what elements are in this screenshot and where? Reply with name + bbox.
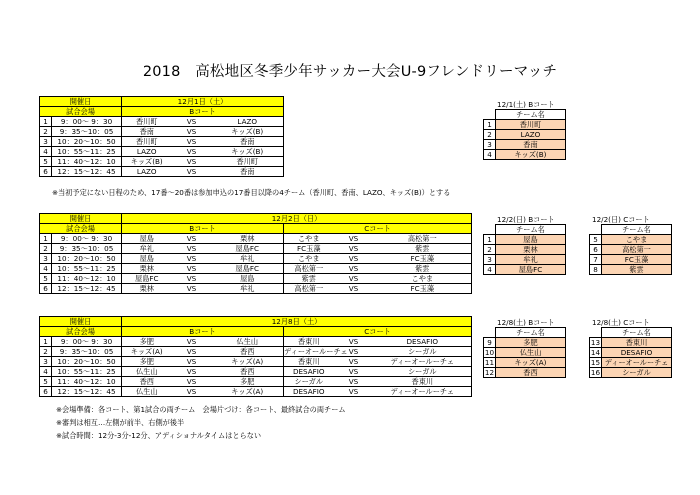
match-time: 9：00～ 9：30 (52, 234, 122, 244)
team-name-header: チーム名 (602, 328, 672, 338)
b-away-team: 仏生山 (212, 337, 284, 347)
team-row (590, 358, 672, 368)
b-home-team: キッズ(A) (122, 347, 172, 357)
b-vs: VS (172, 264, 212, 274)
table-row (40, 234, 472, 244)
table-row (40, 274, 472, 284)
c-away-team: 高松第一 (374, 234, 472, 244)
match-number: 2 (40, 244, 52, 254)
c-vs: VS (334, 387, 374, 397)
match-time: 9：35～10：05 (52, 127, 122, 137)
match-number: 1 (40, 117, 52, 127)
b-home-team: 香西 (122, 377, 172, 387)
team-row (484, 338, 566, 348)
b-home-team: 多肥 (122, 337, 172, 347)
team-name: 多肥 (496, 338, 566, 348)
team-row (484, 358, 566, 368)
b-home-team: キッズ(B) (122, 157, 172, 167)
team-name: 仏生山 (496, 348, 566, 358)
team-number: 1 (484, 120, 496, 130)
table-row (40, 167, 284, 177)
c-vs: VS (334, 274, 374, 284)
b-home-team: 香南 (122, 127, 172, 137)
day1-date: 12月1日（土） (122, 97, 284, 107)
b-home-team: 多肥 (122, 357, 172, 367)
b-home-team: 屋島FC (122, 274, 172, 284)
table-row (40, 387, 472, 397)
team-number: 1 (484, 235, 496, 245)
b-away-team: 屋島FC (212, 244, 284, 254)
b-vs: VS (172, 274, 212, 284)
match-number: 6 (40, 284, 52, 294)
note-1: ※会場準備：各コート、第1試合の両チーム 会場片づけ：各コート、最終試合の両チーム (56, 405, 346, 414)
team-name: LAZO (496, 130, 566, 140)
b-home-team: 仏生山 (122, 367, 172, 377)
day2-court-b-header: Bコート (122, 224, 284, 234)
team-number: 2 (484, 130, 496, 140)
team-row (484, 368, 566, 378)
match-time: 9：00～ 9：30 (52, 117, 122, 127)
table-row (40, 137, 284, 147)
b-away-team: 屋島 (212, 274, 284, 284)
team-name: 紫雲 (602, 265, 672, 275)
match-time: 10：20～10：50 (52, 137, 122, 147)
match-number: 6 (40, 167, 52, 177)
b-vs: VS (172, 244, 212, 254)
match-number: 5 (40, 157, 52, 167)
c-away-team: FC玉藻 (374, 284, 472, 294)
day1-b-teams (483, 109, 566, 160)
c-vs: VS (334, 244, 374, 254)
b-vs: VS (172, 357, 212, 367)
team-row (590, 368, 672, 378)
b-away-team: 香西 (212, 367, 284, 377)
team-name: キッズ(A) (496, 358, 566, 368)
c-home-team: シーガル (284, 377, 334, 387)
team-number: 3 (484, 140, 496, 150)
team-name-header: チーム名 (496, 225, 566, 235)
b-away-team: キッズ(A) (212, 387, 284, 397)
match-time: 9：00～ 9：30 (52, 337, 122, 347)
match-time: 10：55～11：25 (52, 264, 122, 274)
day2-b-label: 12/2(日) Bコート (497, 215, 555, 224)
match-number: 2 (40, 347, 52, 357)
match-time: 9：35～10：05 (52, 244, 122, 254)
team-row (484, 130, 566, 140)
b-vs: VS (172, 387, 212, 397)
b-vs: VS (172, 234, 212, 244)
match-number: 2 (40, 127, 52, 137)
match-time: 11：40～12：10 (52, 157, 122, 167)
team-number: 13 (590, 338, 601, 347)
b-home-team: 屋島 (122, 254, 172, 264)
venue-header: 試合会場 (40, 224, 122, 234)
team-row (590, 265, 672, 275)
c-home-team: こやま (284, 234, 334, 244)
table-row (40, 347, 472, 357)
match-number: 4 (40, 147, 52, 157)
c-away-team: DESAFIO (374, 337, 472, 347)
match-time: 10：20～10：50 (52, 357, 122, 367)
team-name: 香川町 (496, 120, 566, 130)
c-home-team: FC玉藻 (284, 244, 334, 254)
team-number: 7 (590, 255, 602, 265)
c-home-team: こやま (284, 254, 334, 264)
team-row (590, 255, 672, 265)
table-row (40, 284, 472, 294)
b-home-team: 仏生山 (122, 387, 172, 397)
b-home-team: 栗林 (122, 264, 172, 274)
day1-note: ※当初予定にない日程のため、17番～20番は参加申込の17番目以降の4チーム（香川町、香南、LAZO、キッズ(B)）とする (52, 188, 451, 197)
b-home-team: 屋島 (122, 234, 172, 244)
date-header: 開催日 (40, 214, 122, 224)
b-home-team: 牟礼 (122, 244, 172, 254)
b-home-team: 香川町 (122, 137, 172, 147)
b-vs: VS (172, 347, 212, 357)
c-home-team: 高松第一 (284, 284, 334, 294)
b-away-team: 牟礼 (212, 254, 284, 264)
c-away-team: 紫雲 (374, 244, 472, 254)
day2-date: 12月2日（日） (122, 214, 472, 224)
table-row (40, 264, 472, 274)
team-name: FC玉藻 (602, 255, 672, 265)
team-row (484, 265, 566, 275)
b-vs: VS (172, 377, 212, 387)
c-vs: VS (334, 357, 374, 367)
b-away-team: 多肥 (212, 377, 284, 387)
team-name: キッズ(B) (496, 150, 566, 160)
team-number: 4 (484, 150, 496, 160)
date-header: 開催日 (40, 97, 122, 107)
day3-c-label: 12/8(土) Cコート (592, 318, 650, 327)
team-row (484, 348, 566, 358)
c-away-team: ディーオールーチェ (374, 357, 472, 367)
day2-c-teams (589, 224, 672, 275)
team-name: 高松第一 (602, 245, 672, 255)
team-row (484, 235, 566, 245)
c-vs: VS (334, 284, 374, 294)
b-vs: VS (172, 254, 212, 264)
team-row (484, 255, 566, 265)
team-name-header: チーム名 (602, 225, 672, 235)
b-vs: VS (172, 157, 212, 167)
day3-date: 12月8日（土） (122, 317, 472, 327)
match-time: 12：15～12：45 (52, 284, 122, 294)
b-vs: VS (172, 147, 212, 157)
b-vs: VS (172, 367, 212, 377)
team-name-header: チーム名 (496, 328, 566, 338)
team-name: シーガル (602, 368, 672, 378)
day3-court-c-header: Cコート (284, 327, 472, 337)
b-away-team: キッズ(B) (212, 127, 284, 137)
c-home-team: 高松第一 (284, 264, 334, 274)
team-number: 11 (484, 358, 495, 367)
c-home-team: ディーオールーチェ (284, 347, 348, 356)
match-number: 4 (40, 367, 52, 377)
day2-b-teams (483, 224, 566, 275)
b-away-team: 牟礼 (212, 284, 284, 294)
team-name: 香東川 (602, 338, 672, 348)
b-vs: VS (172, 167, 212, 177)
b-away-team: キッズ(B) (212, 147, 284, 157)
day3-b-teams (483, 327, 566, 378)
team-number: 5 (590, 235, 602, 245)
day1-court-b-header: Bコート (122, 107, 284, 117)
c-vs: VS (334, 264, 374, 274)
c-away-team: シーガル (374, 367, 472, 377)
match-time: 12：15～12：45 (52, 387, 122, 397)
team-number: 15 (590, 358, 601, 367)
b-away-team: 香西 (212, 347, 284, 357)
team-row (484, 120, 566, 130)
b-home-team: 栗林 (122, 284, 172, 294)
page-title: 2018 高松地区冬季少年サッカー大会U-9フレンドリーマッチ (142, 64, 558, 80)
b-away-team: キッズ(A) (212, 357, 284, 367)
c-home-team: 紫雲 (284, 274, 334, 284)
team-row (484, 245, 566, 255)
team-name-header: チーム名 (496, 110, 566, 120)
team-name: 屋島 (496, 235, 566, 245)
day3-schedule-table (39, 316, 472, 397)
table-row (40, 127, 284, 137)
match-time: 10：55～11：25 (52, 367, 122, 377)
match-time: 10：20～10：50 (52, 254, 122, 264)
table-row (40, 117, 284, 127)
day2-schedule-table (39, 213, 472, 294)
team-name: ディーオールーチェ (602, 358, 672, 368)
team-name: 栗林 (496, 245, 566, 255)
table-row (40, 254, 472, 264)
match-time: 11：40～12：10 (52, 274, 122, 284)
b-home-team: LAZO (122, 167, 172, 177)
b-away-team: 屋島FC (212, 264, 284, 274)
c-home-team: DESAFIO (284, 367, 334, 377)
c-away-team: こやま (374, 274, 472, 284)
b-away-team: 香川町 (212, 157, 284, 167)
team-name: DESAFIO (602, 348, 672, 358)
c-home-team: 香東川 (284, 357, 334, 367)
team-row (590, 338, 672, 348)
b-vs: VS (172, 117, 212, 127)
match-time: 11：40～12：10 (52, 377, 122, 387)
venue-header: 試合会場 (40, 107, 122, 117)
b-home-team: 香川町 (122, 117, 172, 127)
team-row (484, 140, 566, 150)
team-name: こやま (602, 235, 672, 245)
day2-court-c-header: Cコート (284, 224, 472, 234)
team-name: 香南 (496, 140, 566, 150)
c-away-team: シーガル (374, 347, 472, 357)
date-header: 開催日 (40, 317, 122, 327)
team-number: 3 (484, 255, 496, 265)
c-away-team: 香東川 (374, 377, 472, 387)
table-row (40, 377, 472, 387)
team-number: 8 (590, 265, 602, 275)
match-time: 12：15～12：45 (52, 167, 122, 177)
team-name: 香西 (496, 368, 566, 378)
b-away-team: 香南 (212, 137, 284, 147)
team-number: 14 (590, 348, 601, 357)
b-vs: VS (172, 284, 212, 294)
team-number: 2 (484, 245, 496, 255)
venue-header: 試合会場 (40, 327, 122, 337)
c-away-team: FC玉藻 (374, 254, 472, 264)
team-row (590, 235, 672, 245)
table-row (40, 157, 284, 167)
table-row (40, 337, 472, 347)
match-number: 1 (40, 337, 52, 347)
b-vs: VS (172, 337, 212, 347)
b-away-team: LAZO (212, 117, 284, 127)
day3-b-label: 12/8(土) Bコート (497, 318, 555, 327)
day2-c-label: 12/2(日) Cコート (592, 215, 650, 224)
c-away-team: ディーオールーチェ (374, 387, 472, 397)
c-vs: VS (334, 254, 374, 264)
table-row (40, 367, 472, 377)
match-time: 10：55～11：25 (52, 147, 122, 157)
team-number: 12 (484, 368, 495, 377)
day1-b-label: 12/1(土) Bコート (497, 100, 555, 109)
c-vs: VS (334, 377, 374, 387)
c-home-team: 香東川 (284, 337, 334, 347)
b-away-team: 香南 (212, 167, 284, 177)
team-number: 4 (484, 265, 496, 275)
b-vs: VS (172, 127, 212, 137)
day3-c-teams (589, 327, 672, 378)
b-away-team: 栗林 (212, 234, 284, 244)
c-vs: VS (334, 347, 374, 357)
c-vs: VS (334, 234, 374, 244)
match-number: 1 (40, 234, 52, 244)
b-home-team: LAZO (122, 147, 172, 157)
note-3: ※試合時間：12分-3分-12分、アディショナルタイムはとらない (56, 431, 262, 440)
match-number: 3 (40, 137, 52, 147)
match-number: 3 (40, 357, 52, 367)
team-row (590, 245, 672, 255)
team-name: 屋島FC (496, 265, 566, 275)
team-row (484, 150, 566, 160)
match-number: 6 (40, 387, 52, 397)
team-number: 10 (484, 348, 495, 357)
match-number: 5 (40, 274, 52, 284)
b-vs: VS (172, 137, 212, 147)
table-row (40, 147, 284, 157)
team-number: 6 (590, 245, 602, 255)
team-name: 牟礼 (496, 255, 566, 265)
c-vs: VS (334, 367, 374, 377)
table-row (40, 357, 472, 367)
team-row (590, 348, 672, 358)
table-row (40, 244, 472, 254)
match-number: 5 (40, 377, 52, 387)
team-number: 9 (484, 338, 496, 348)
match-number: 4 (40, 264, 52, 274)
c-vs: VS (334, 337, 374, 347)
match-number: 3 (40, 254, 52, 264)
match-time: 9：35～10：05 (52, 347, 122, 357)
day1-schedule-table (39, 96, 284, 177)
note-2: ※審判は相互…左側が前半、右側が後半 (56, 418, 185, 427)
team-number: 16 (590, 368, 601, 377)
day3-court-b-header: Bコート (122, 327, 284, 337)
c-away-team: 紫雲 (374, 264, 472, 274)
c-home-team: DESAFIO (284, 387, 334, 397)
